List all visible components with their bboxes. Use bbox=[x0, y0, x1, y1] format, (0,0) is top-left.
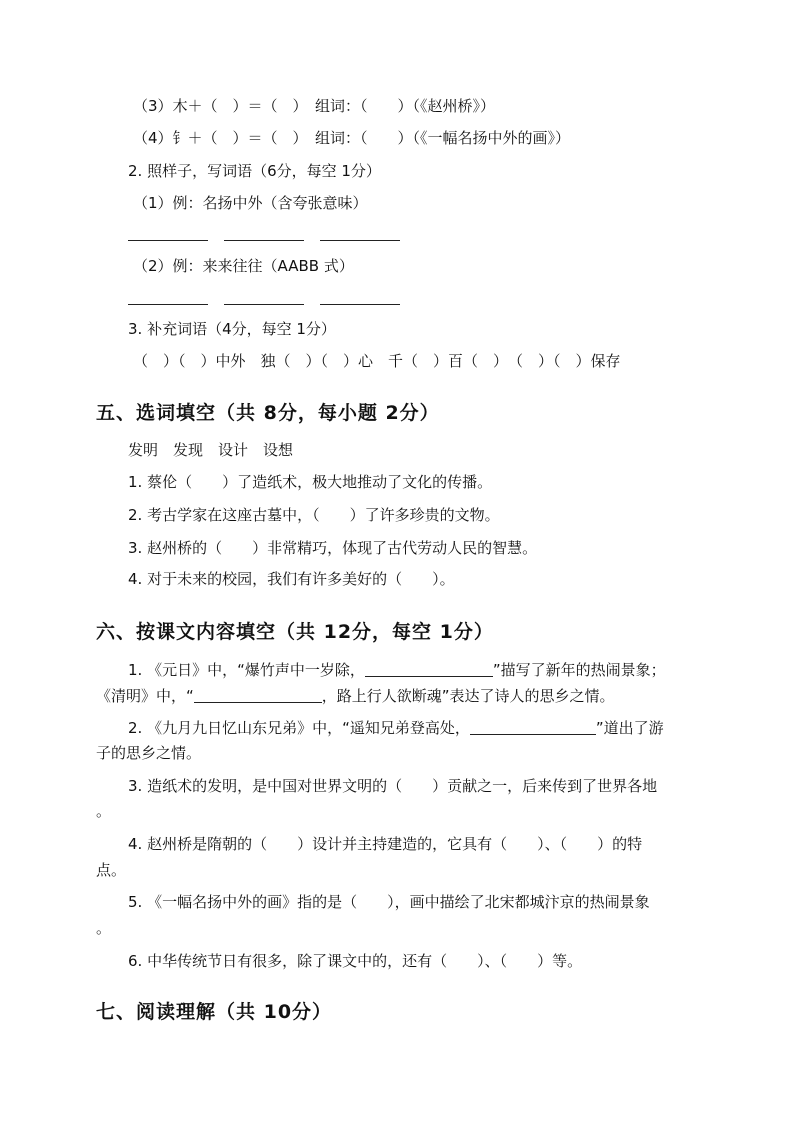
s5-item-1: 1. 蔡伦（ ）了造纸术，极大地推动了文化的传播。 bbox=[128, 473, 493, 491]
s6-item-1-line-2 bbox=[96, 686, 615, 706]
answer-blank[interactable] bbox=[194, 687, 322, 703]
s6-item-5-line-2: 。 bbox=[96, 919, 112, 937]
s6-item-2a-text: 2. 《九月九日忆山东兄弟》中，“遥知兄弟登高处， bbox=[128, 719, 470, 737]
answer-blank[interactable] bbox=[224, 304, 304, 305]
s5-item-4: 4. 对于未来的校园，我们有许多美好的（ ）。 bbox=[128, 570, 455, 588]
answer-blank[interactable] bbox=[320, 304, 400, 305]
s6-item-5-line-1: 5. 《一幅名扬中外的画》指的是（ ），画中描绘了北宋都城汴京的热闹景象 bbox=[128, 893, 650, 911]
s5-word-bank: 发明 发现 设计 设想 bbox=[128, 441, 294, 459]
s6-item-3-line-2: 。 bbox=[96, 802, 112, 820]
s6-item-2a-text-end: ”道出了游 bbox=[595, 719, 664, 737]
s6-item-1a-text: 1. 《元日》中，“爆竹声中一岁除， bbox=[128, 661, 365, 679]
s4-question-4: （4）钅＋（ ）＝（ ） 组词：（ ）（《一幅名扬中外的画》） bbox=[133, 129, 571, 147]
s4-q2-example-2: （2）例：来来往往（AABB 式） bbox=[133, 257, 354, 275]
s6-item-1b-text: 《清明》中，“ bbox=[96, 687, 194, 705]
s6-item-1a-text-end: ”描写了新年的热闹景象； bbox=[492, 661, 666, 679]
section-7-title: 七、阅读理解（共 10分） bbox=[96, 1001, 333, 1023]
s6-item-6: 6. 中华传统节日有很多，除了课文中的，还有（ ）、（ ）等。 bbox=[128, 952, 583, 970]
s6-item-4-line-1: 4. 赵州桥是隋朝的（ ）设计并主持建造的，它具有（ ）、（ ）的特 bbox=[128, 835, 643, 853]
s4-q3-title: 3. 补充词语（4分，每空 1分） bbox=[128, 320, 336, 338]
answer-blank[interactable] bbox=[320, 240, 400, 241]
answer-blank[interactable] bbox=[128, 304, 208, 305]
section-5-title: 五、选词填空（共 8分，每小题 2分） bbox=[96, 402, 440, 424]
s5-item-2: 2. 考古学家在这座古墓中，（ ）了许多珍贵的文物。 bbox=[128, 506, 500, 524]
answer-blank[interactable] bbox=[224, 240, 304, 241]
s4-question-3: （3）木＋（ ）＝（ ） 组词：（ ）（《赵州桥》） bbox=[133, 97, 496, 115]
s6-item-3-line-1: 3. 造纸术的发明，是中国对世界文明的（ ）贡献之一，后来传到了世界各地 bbox=[128, 777, 658, 795]
s6-item-4-line-2: 点。 bbox=[96, 861, 127, 879]
s6-item-2-line-1 bbox=[128, 718, 664, 738]
s4-q3-idioms: （ ）（ ）中外 独（ ）（ ）心 千（ ）百（ ） （ ）（ ）保存 bbox=[133, 352, 621, 370]
s4-q2-title: 2. 照样子，写词语（6分，每空 1分） bbox=[128, 162, 381, 180]
s4-q2-example-1: （1）例：名扬中外（含夸张意味） bbox=[133, 194, 368, 212]
section-6-title: 六、按课文内容填空（共 12分，每空 1分） bbox=[96, 621, 494, 643]
s5-item-3: 3. 赵州桥的（ ）非常精巧，体现了古代劳动人民的智慧。 bbox=[128, 539, 538, 557]
s6-item-1-line-1 bbox=[128, 660, 666, 680]
answer-blank[interactable] bbox=[128, 240, 208, 241]
s6-item-1b-text-end: ，路上行人欲断魂”表达了诗人的思乡之情。 bbox=[321, 687, 615, 705]
answer-blank[interactable] bbox=[365, 661, 493, 677]
s6-item-2-line-2: 子的思乡之情。 bbox=[96, 744, 202, 762]
answer-blank[interactable] bbox=[470, 719, 596, 735]
